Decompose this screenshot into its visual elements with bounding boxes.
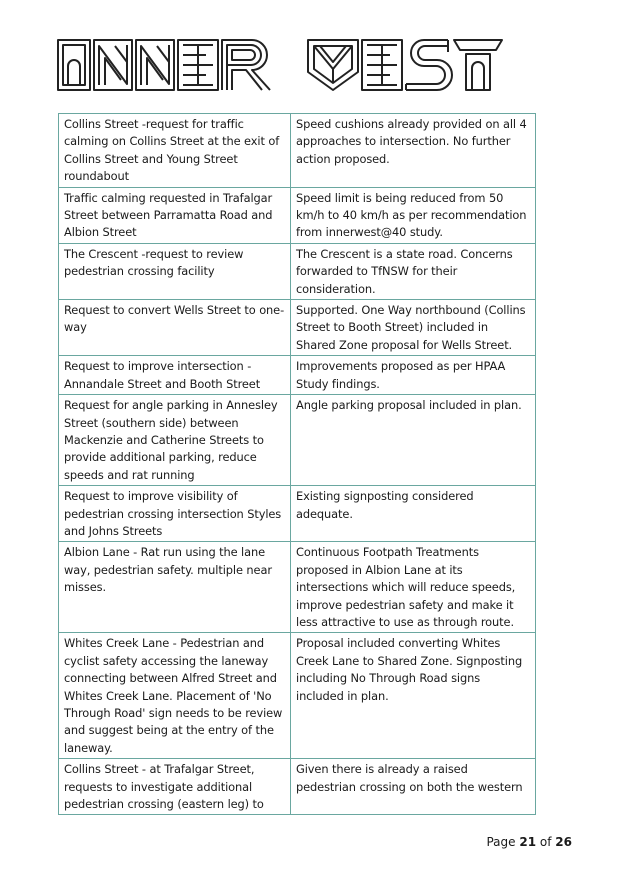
page-total: 26 bbox=[555, 835, 572, 849]
response-cell: Speed cushions already provided on all 4 approaches to intersection. No further action proposed. bbox=[291, 114, 536, 188]
logo-letter-n-2 bbox=[136, 40, 174, 90]
request-cell: Albion Lane - Rat run using the lane way, pedestrian safety. multiple near misses. bbox=[59, 542, 291, 633]
response-cell: Improvements proposed as per HPAA Study findings. bbox=[291, 356, 536, 395]
response-cell: Speed limit is being reduced from 50 km/h to 40 km/h as per recommendation from innerwest@40 study. bbox=[291, 187, 536, 243]
response-cell: The Crescent is a state road. Concerns forwarded to TfNSW for their consideration. bbox=[291, 243, 536, 299]
request-cell: Collins Street - at Trafalgar Street, requests to investigate additional pedestrian crossing (eastern leg) to bbox=[59, 759, 291, 815]
table-row bbox=[59, 759, 536, 815]
response-cell: Given there is already a raised pedestrian crossing on both the western bbox=[291, 759, 536, 815]
table-row bbox=[59, 395, 536, 486]
request-cell: The Crescent -request to review pedestrian crossing facility bbox=[59, 243, 291, 299]
logo-letter-e-2 bbox=[362, 40, 402, 90]
logo-letter-r bbox=[222, 40, 270, 90]
response-cell: Existing signposting considered adequate. bbox=[291, 486, 536, 542]
request-cell: Request for angle parking in Annesley Street (southern side) between Mackenzie and Catherine Streets to provide additional parking, reduce speeds and rat running bbox=[59, 395, 291, 486]
requests-table bbox=[58, 113, 536, 815]
page-number bbox=[486, 835, 572, 849]
logo-letter-s bbox=[406, 40, 452, 90]
request-cell: Collins Street -request for traffic calming on Collins Street at the exit of Collins Street and Young Street roundabout bbox=[59, 114, 291, 188]
request-cell: Request to improve intersection - Annandale Street and Booth Street bbox=[59, 356, 291, 395]
table-row bbox=[59, 187, 536, 243]
response-cell: Angle parking proposal included in plan. bbox=[291, 395, 536, 486]
table-row bbox=[59, 542, 536, 633]
table-row bbox=[59, 633, 536, 759]
table-row bbox=[59, 243, 536, 299]
request-cell: Traffic calming requested in Trafalgar Street between Parramatta Road and Albion Street bbox=[59, 187, 291, 243]
logo-letter-i bbox=[58, 40, 90, 90]
page-of: of bbox=[539, 835, 552, 849]
table-row bbox=[59, 114, 536, 188]
logo-letter-w bbox=[308, 40, 358, 90]
response-cell: Proposal included converting Whites Creek Lane to Shared Zone. Signposting including No Through Road signs included in plan. bbox=[291, 633, 536, 759]
logo-letter-e bbox=[178, 40, 218, 90]
request-cell: Request to improve visibility of pedestrian crossing intersection Styles and Johns Streets bbox=[59, 486, 291, 542]
response-cell: Supported. One Way northbound (Collins Street to Booth Street) included in Shared Zone proposal for Wells Street. bbox=[291, 300, 536, 356]
page-current: 21 bbox=[519, 835, 537, 849]
table-row bbox=[59, 300, 536, 356]
request-cell: Request to convert Wells Street to one-way bbox=[59, 300, 291, 356]
inner-west-logo bbox=[56, 36, 534, 94]
request-cell: Whites Creek Lane - Pedestrian and cyclist safety accessing the laneway connecting between Alfred Street and Whites Creek Lane. Placement of 'No Through Road' sign needs to be review and suggest being at the entry of the laneway. bbox=[59, 633, 291, 759]
logo-letter-n bbox=[94, 40, 132, 90]
table-row bbox=[59, 356, 536, 395]
table-row bbox=[59, 486, 536, 542]
logo-letter-t bbox=[454, 40, 502, 90]
page-label: Page bbox=[486, 835, 516, 849]
response-cell: Continuous Footpath Treatments proposed in Albion Lane at its intersections which will reduce speeds, improve pedestrian safety and make it less attractive to use as through route. bbox=[291, 542, 536, 633]
